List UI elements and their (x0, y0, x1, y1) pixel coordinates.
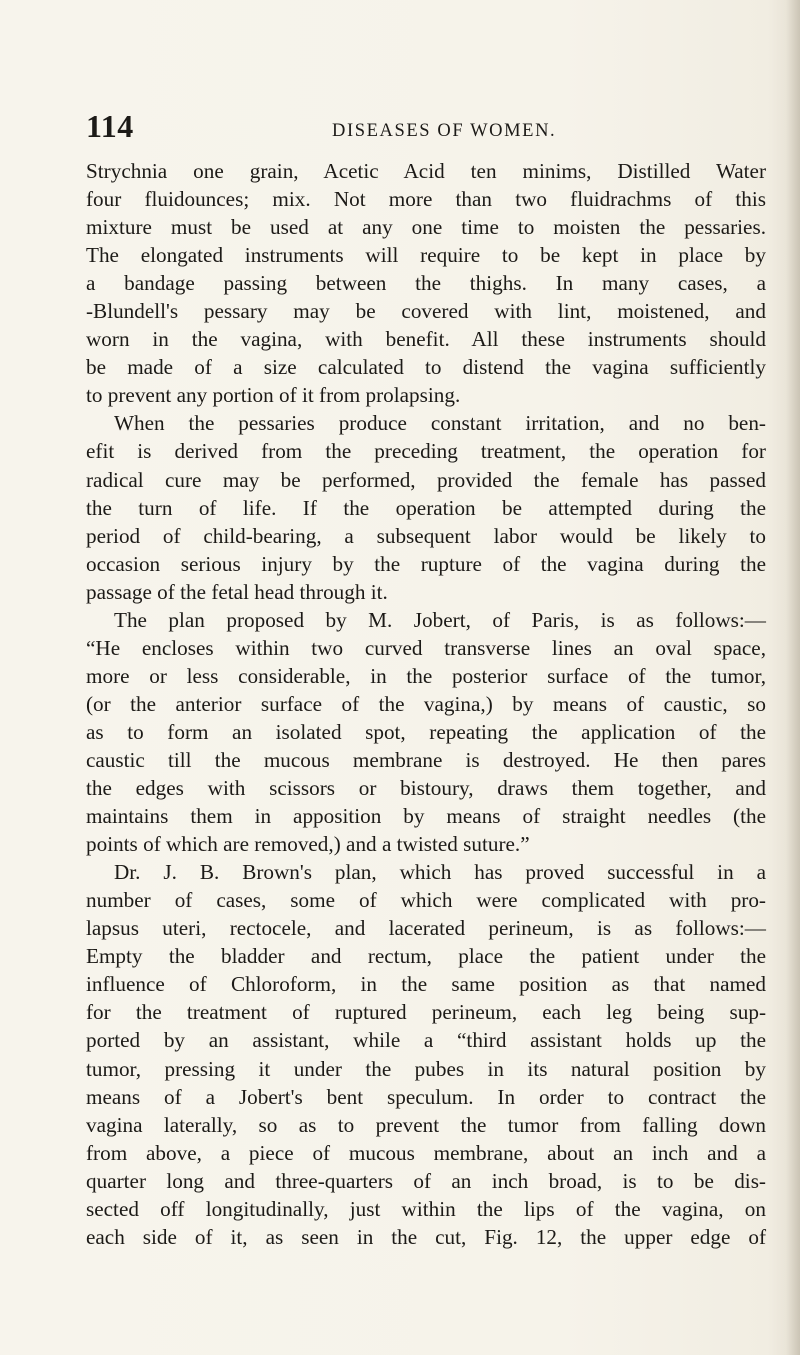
text-line: sected off longitudinally, just within the lips of the vagina, on (86, 1196, 766, 1221)
text-line: the turn of life. If the operation be attempted during the (86, 495, 766, 520)
text-line: points of which are removed,) and a twisted suture.” (86, 832, 530, 857)
paragraph-start-line: The plan proposed by M. Jobert, of Paris, is as follows:— (114, 607, 766, 632)
text-line: number of cases, some of which were complicated with pro- (86, 888, 766, 913)
text-line: caustic till the mucous membrane is destroyed. He then pares (86, 747, 766, 772)
text-line: “He encloses within two curved transverse lines an oval space, (86, 635, 766, 660)
running-head (86, 108, 766, 148)
text-line: efit is derived from the preceding treatment, the operation for (86, 439, 766, 464)
text-line: occasion serious injury by the rupture of the vagina during the (86, 551, 766, 576)
text-line: means of a Jobert's bent speculum. In order to contract the (86, 1084, 766, 1109)
text-line: ported by an assistant, while a “third assistant holds up the (86, 1028, 766, 1053)
paragraph-start-line: When the pessaries produce constant irritation, and no ben- (114, 411, 766, 436)
page-edge-shadow (786, 0, 800, 1355)
text-line: Empty the bladder and rectum, place the patient under the (86, 944, 766, 969)
text-line: tumor, pressing it under the pubes in its natural position by (86, 1056, 766, 1081)
text-line: maintains them in apposition by means of straight needles (the (86, 804, 766, 829)
text-line: mixture must be used at any one time to moisten the pessaries. (86, 215, 766, 240)
text-line: from above, a piece of mucous membrane, about an inch and a (86, 1140, 766, 1165)
text-line: passage of the fetal head through it. (86, 579, 388, 604)
text-line: radical cure may be performed, provided the female has passed (86, 467, 766, 492)
text-line: -Blundell's pessary may be covered with lint, moistened, and (86, 299, 766, 324)
text-line: be made of a size calculated to distend the vagina sufficiently (86, 355, 766, 380)
text-line: vagina laterally, so as to prevent the tumor from falling down (86, 1112, 766, 1137)
text-line: Strychnia one grain, Acetic Acid ten minims, Distilled Water (86, 159, 766, 183)
text-line: a bandage passing between the thighs. In many cases, a (86, 271, 766, 296)
text-line: quarter long and three-quarters of an inch broad, is to be dis- (86, 1168, 766, 1193)
text-line: as to form an isolated spot, repeating the application of the (86, 719, 766, 744)
text-line: (or the anterior surface of the vagina,) by means of caustic, so (86, 691, 766, 716)
text-line: the edges with scissors or bistoury, draws them together, and (86, 776, 766, 801)
text-line: lapsus uteri, rectocele, and lacerated perineum, is as follows:— (86, 916, 766, 941)
text-line: influence of Chloroform, in the same position as that named (86, 972, 766, 997)
text-line: period of child-bearing, a subsequent labor would be likely to (86, 523, 766, 548)
text-line: for the treatment of ruptured perineum, each leg being sup- (86, 1000, 766, 1025)
body-text (86, 157, 766, 1251)
running-title: DISEASES OF WOMEN. (332, 121, 557, 141)
paragraph-start-line: Dr. J. B. Brown's plan, which has proved successful in a (114, 860, 766, 885)
text-line: each side of it, as seen in the cut, Fig. 12, the upper edge of (86, 1224, 766, 1249)
page-number: 114 (86, 108, 134, 144)
text-line: more or less considerable, in the posterior surface of the tumor, (86, 663, 766, 688)
text-line: worn in the vagina, with benefit. All these instruments should (86, 327, 766, 352)
text-line: to prevent any portion of it from prolapsing. (86, 383, 461, 408)
text-line: four fluidounces; mix. Not more than two fluidrachms of this (86, 187, 766, 212)
text-line: The elongated instruments will require to be kept in place by (86, 243, 766, 268)
